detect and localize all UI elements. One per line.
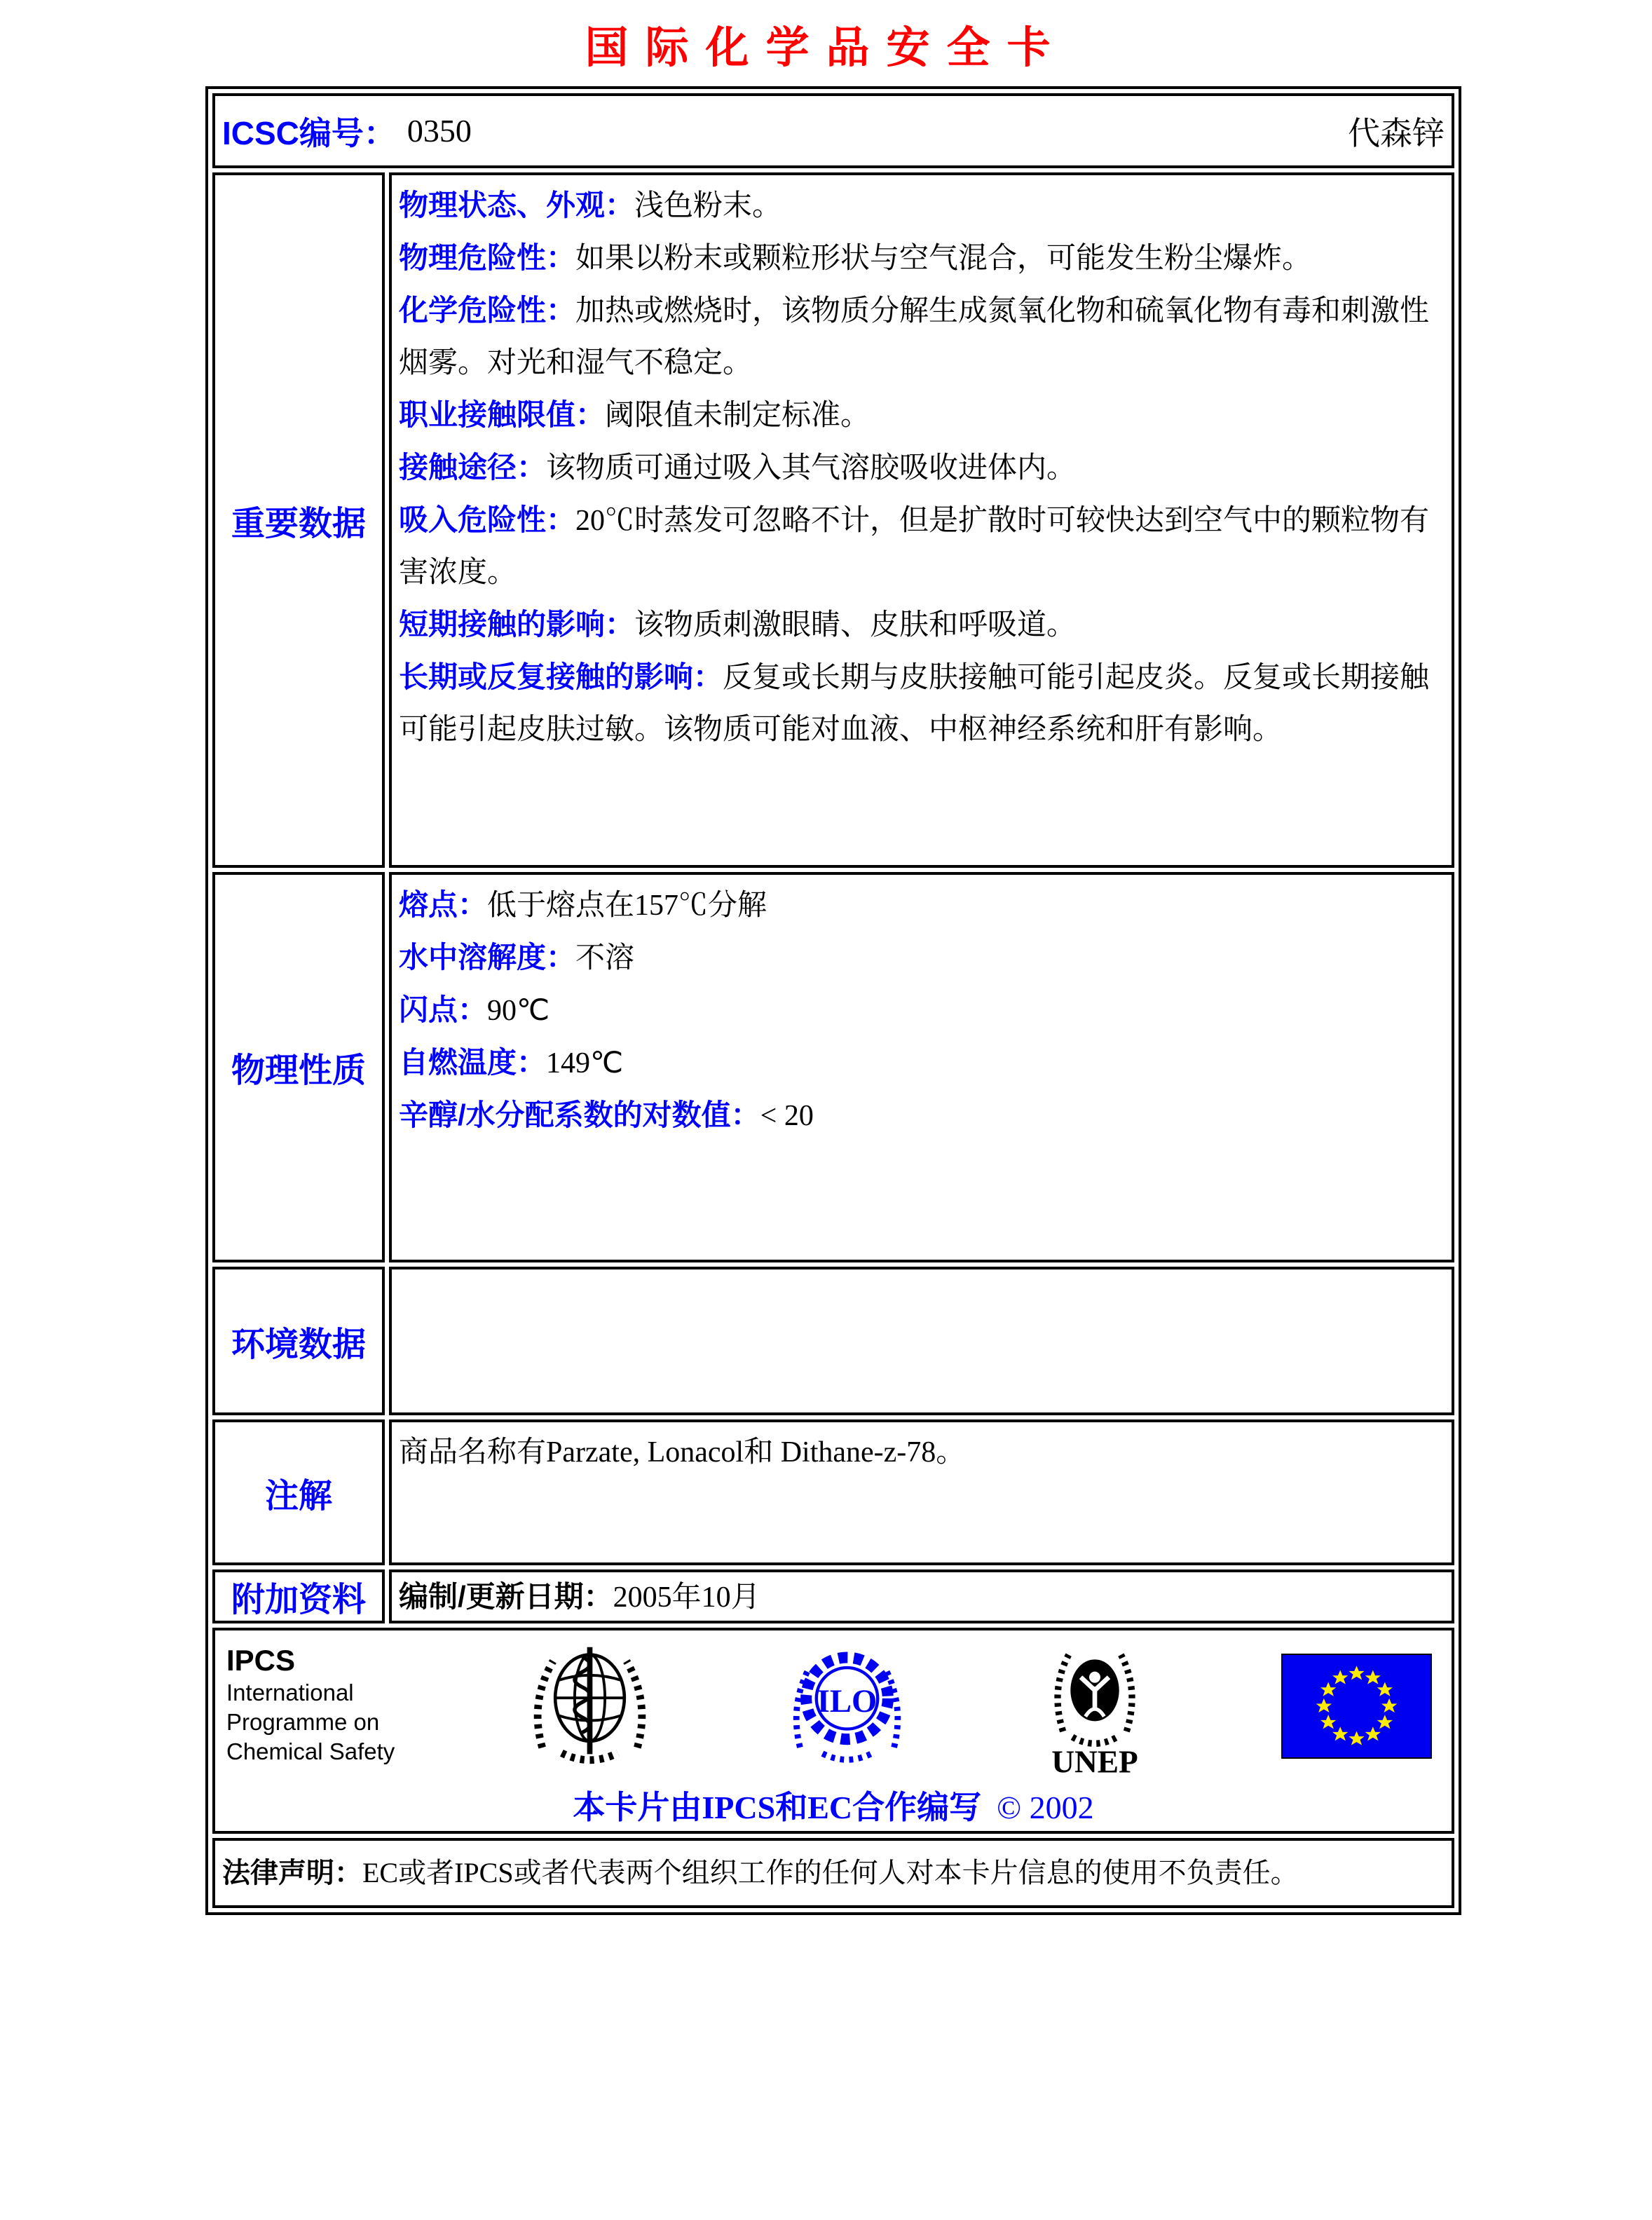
notes-text: 商品名称有Parzate, Lonacol和 Dithane-z-78。 bbox=[399, 1436, 966, 1469]
ipcs-line: Chemical Safety bbox=[226, 1738, 395, 1764]
legal-label: 法律声明： bbox=[222, 1858, 362, 1888]
property-value: 如果以粉末或颗粒形状与空气混合，可能发生粉尘爆炸。 bbox=[575, 243, 1312, 275]
property-label: 熔点： bbox=[399, 888, 488, 921]
chemical-name: 代森锌 bbox=[1348, 115, 1445, 151]
cooperation-caption-text: 本卡片由IPCS和EC合作编写 bbox=[573, 1790, 982, 1825]
property-value: 20℃时蒸发可忽略不计，但是扩散时可较快达到空气中的颗粒物有害浓度。 bbox=[399, 505, 1430, 589]
legal-text: EC或者IPCS或者代表两个组织工作的任何人对本卡片信息的使用不负责任。 bbox=[362, 1857, 1299, 1888]
important-data-content bbox=[389, 172, 1454, 868]
eu-flag-icon bbox=[1281, 1654, 1432, 1759]
property-label: 化学危险性： bbox=[399, 294, 576, 327]
logos-row bbox=[212, 1628, 1454, 1834]
environmental-data-content bbox=[389, 1267, 1454, 1415]
property-line bbox=[399, 232, 1445, 285]
property-value: 90℃ bbox=[487, 995, 550, 1027]
update-date-value: 2005年10月 bbox=[613, 1581, 760, 1614]
property-line bbox=[399, 599, 1445, 651]
property-line bbox=[399, 285, 1445, 389]
section-title-environmental-data: 环境数据 bbox=[212, 1267, 385, 1415]
copyright-year: © 2002 bbox=[997, 1790, 1094, 1825]
property-value: 阈限值未制定标准。 bbox=[605, 400, 871, 432]
ipcs-line: International bbox=[226, 1680, 354, 1705]
property-line bbox=[399, 494, 1445, 599]
ipcs-text-block bbox=[226, 1636, 395, 1766]
property-label: 物理危险性： bbox=[399, 241, 576, 274]
notes-content bbox=[389, 1419, 1454, 1565]
physical-properties-content bbox=[389, 872, 1454, 1262]
property-value: 浅色粉末。 bbox=[634, 190, 782, 222]
property-value: 反复或长期与皮肤接触可能引起皮炎。反复或长期接触可能引起皮肤过敏。该物质可能对血液、中枢神经系统和肝有影响。 bbox=[399, 662, 1430, 746]
property-line bbox=[399, 1089, 1445, 1142]
unep-logo-icon bbox=[1039, 1636, 1151, 1776]
property-line bbox=[399, 442, 1445, 494]
section-title-notes: 注解 bbox=[212, 1419, 385, 1565]
property-value: < 20 bbox=[760, 1100, 814, 1132]
section-title-physical-properties: 物理性质 bbox=[212, 872, 385, 1262]
ipcs-title: IPCS bbox=[226, 1644, 296, 1677]
property-line bbox=[399, 1037, 1445, 1089]
property-label: 水中溶解度： bbox=[399, 941, 576, 974]
ilo-logo-icon bbox=[786, 1645, 908, 1768]
property-line bbox=[399, 389, 1445, 442]
icsc-number-value: 0350 bbox=[407, 113, 472, 149]
page-title: 国际化学品安全卡 bbox=[585, 24, 1067, 72]
property-label: 闪点： bbox=[399, 993, 488, 1026]
who-logo-icon bbox=[525, 1642, 655, 1771]
property-label: 长期或反复接触的影响： bbox=[399, 660, 723, 693]
property-value: 加热或燃烧时，该物质分解生成氮氧化物和硫氧化物有毒和刺激性烟雾。对光和湿气不稳定。 bbox=[399, 295, 1430, 379]
property-line bbox=[399, 879, 1445, 932]
property-value: 低于熔点在157℃分解 bbox=[487, 890, 767, 922]
property-label: 吸入危险性： bbox=[399, 503, 576, 536]
icsc-number-label: ICSC编号： bbox=[222, 114, 396, 151]
property-line bbox=[399, 651, 1445, 756]
property-line bbox=[399, 179, 1445, 232]
unep-label: UNEP bbox=[1051, 1744, 1138, 1776]
additional-info-content bbox=[389, 1569, 1454, 1623]
property-value: 该物质可通过吸入其气溶胶吸收进体内。 bbox=[546, 452, 1077, 484]
property-value: 该物质刺激眼睛、皮肤和呼吸道。 bbox=[634, 609, 1077, 641]
legal-row bbox=[212, 1838, 1454, 1908]
property-label: 物理状态、外观： bbox=[399, 189, 635, 222]
ipcs-line: Programme on bbox=[226, 1709, 380, 1735]
property-line bbox=[399, 984, 1445, 1037]
card-header-row bbox=[212, 93, 1454, 168]
section-title-additional-info: 附加资料 bbox=[212, 1569, 385, 1623]
property-label: 短期接触的影响： bbox=[399, 608, 635, 641]
property-label: 接触途径： bbox=[399, 451, 547, 484]
property-label: 自燃温度： bbox=[399, 1046, 547, 1079]
svg-text:ILO: ILO bbox=[817, 1682, 877, 1720]
property-value: 不溶 bbox=[575, 942, 635, 974]
section-title-important-data: 重要数据 bbox=[212, 172, 385, 868]
property-label: 职业接触限值： bbox=[399, 398, 606, 431]
property-value: 149℃ bbox=[546, 1047, 624, 1080]
property-line bbox=[399, 932, 1445, 984]
cooperation-caption bbox=[222, 1782, 1445, 1828]
property-label: 辛醇/水分配系数的对数值： bbox=[399, 1098, 760, 1131]
icsc-card-table bbox=[205, 86, 1461, 1915]
update-date-label: 编制/更新日期： bbox=[399, 1580, 613, 1613]
